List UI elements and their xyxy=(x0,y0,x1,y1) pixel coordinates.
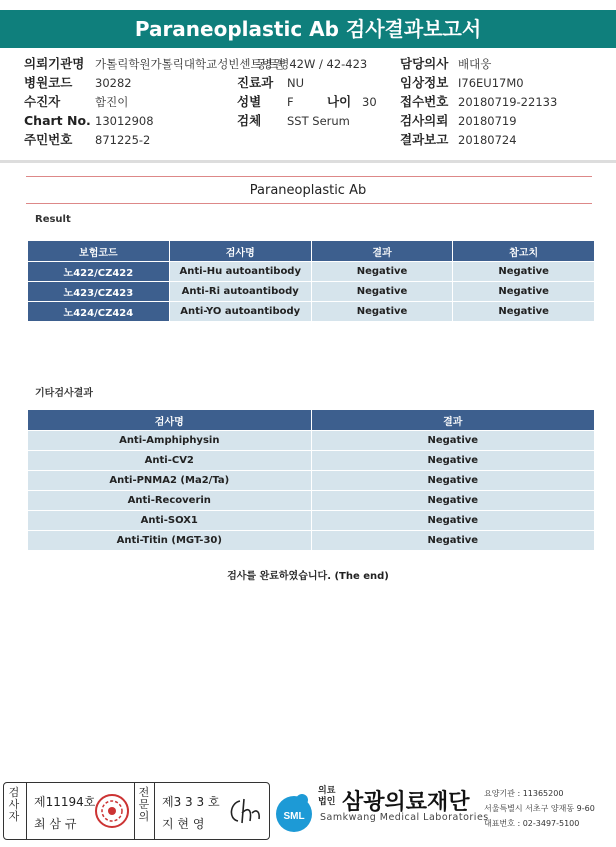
test-result: Negative xyxy=(311,302,453,322)
column-header: 검사명 xyxy=(169,241,311,262)
label-hospital-code: 병원코드 xyxy=(24,75,73,90)
end-note: 검사를 완료하였습니다. (The end) xyxy=(227,571,389,582)
result-label: Result xyxy=(35,214,71,225)
box-divider xyxy=(134,783,135,839)
table-row xyxy=(28,471,595,491)
column-header: 보험코드 xyxy=(28,241,170,262)
test-name: Anti-Amphiphysin xyxy=(28,431,312,451)
label-chart-no: Chart No. xyxy=(24,113,91,128)
reference-value: Negative xyxy=(453,262,595,282)
tester-name: 최 삼 규 xyxy=(34,817,77,831)
value-id-no: 871225-2 xyxy=(95,133,151,147)
label-doctor: 담당의사 xyxy=(400,56,449,71)
institution-code: 요양기관 : 11365200 xyxy=(484,789,564,798)
label-department: 진료과 xyxy=(237,75,274,90)
test-result: Negative xyxy=(311,531,594,551)
brand-corporate-label: 의료법인 xyxy=(318,786,336,807)
phone: 대표번호 : 02-3497-5100 xyxy=(484,819,580,828)
value-age: 30 xyxy=(362,95,377,109)
value-specimen: SST Serum xyxy=(287,114,350,128)
value-receipt-no: 20180719-22133 xyxy=(458,95,558,109)
logo-text: SML xyxy=(283,811,305,822)
table-header-row xyxy=(28,410,595,431)
column-header: 결과 xyxy=(311,241,453,262)
label-request-date: 검사의뢰 xyxy=(400,113,449,128)
test-result: Negative xyxy=(311,282,453,302)
specialist-name: 지 현 영 xyxy=(162,817,205,831)
tester-license: 제11194호 xyxy=(34,795,96,809)
label-sex: 성별 xyxy=(237,94,262,109)
label-patient: 수진자 xyxy=(24,94,61,109)
table-row xyxy=(28,262,595,282)
reference-value: Negative xyxy=(453,302,595,322)
table-row xyxy=(28,302,595,322)
signature-box xyxy=(3,782,270,840)
test-name: Anti-CV2 xyxy=(28,451,312,471)
test-result: Negative xyxy=(311,431,594,451)
box-divider xyxy=(154,783,155,839)
value-report-date: 20180724 xyxy=(458,133,517,147)
value-ward: 동트병42W / 42-423 xyxy=(256,57,368,71)
table-row xyxy=(28,511,595,531)
insurance-code: 노422/CZ422 xyxy=(28,262,170,282)
table-row xyxy=(28,531,595,551)
table-row xyxy=(28,451,595,471)
insurance-code: 노424/CZ424 xyxy=(28,302,170,322)
test-result: Negative xyxy=(311,511,594,531)
label-age: 나이 xyxy=(327,94,352,109)
value-institution: 가톨릭학원가톨릭대학교성빈센트병원 xyxy=(95,57,284,71)
divider-top xyxy=(26,176,592,177)
test-name: Anti-Hu autoantibody xyxy=(169,262,311,282)
test-name: Anti-SOX1 xyxy=(28,511,312,531)
label-id-no: 주민번호 xyxy=(24,132,73,147)
label-institution: 의뢰기관명 xyxy=(24,56,85,71)
column-header: 결과 xyxy=(311,410,594,431)
label-receipt-no: 접수번호 xyxy=(400,94,449,109)
brand-name: 삼광의료재단 xyxy=(342,790,470,815)
label-report-date: 결과보고 xyxy=(400,132,449,147)
other-results-table xyxy=(27,409,595,551)
value-patient: 함진이 xyxy=(95,95,129,109)
label-clinical-info: 임상정보 xyxy=(400,75,449,90)
insurance-code: 노423/CZ423 xyxy=(28,282,170,302)
info-row-5 xyxy=(0,131,616,149)
value-hospital-code: 30282 xyxy=(95,76,132,90)
test-name: Anti-PNMA2 (Ma2/Ta) xyxy=(28,471,312,491)
test-result: Negative xyxy=(311,262,453,282)
other-results-label: 기타검사결과 xyxy=(35,388,93,399)
box-divider xyxy=(26,783,27,839)
test-name: Anti-Recoverin xyxy=(28,491,312,511)
divider-bottom xyxy=(26,203,592,204)
reference-value: Negative xyxy=(453,282,595,302)
info-row-4 xyxy=(0,112,616,130)
signature-icon xyxy=(226,795,264,827)
value-clinical-info: I76EU17M0 xyxy=(458,76,524,90)
table-row xyxy=(28,491,595,511)
test-result: Negative xyxy=(311,471,594,491)
value-doctor: 배대웅 xyxy=(458,57,492,71)
info-row-2 xyxy=(0,74,616,92)
test-name: Anti-Titin (MGT-30) xyxy=(28,531,312,551)
table-row xyxy=(28,431,595,451)
value-request-date: 20180719 xyxy=(458,114,517,128)
result-table xyxy=(27,240,595,322)
specialist-license: 제3 3 3 호 xyxy=(162,795,220,809)
tester-label: 검사자 xyxy=(8,786,20,823)
table-header-row xyxy=(28,241,595,262)
address: 서울특별시 서초구 양재동 9-60 xyxy=(484,804,595,813)
test-name: Anti-Ri autoantibody xyxy=(169,282,311,302)
column-header: 참고치 xyxy=(453,241,595,262)
test-result: Negative xyxy=(311,451,594,471)
seal-stamp-icon xyxy=(94,793,130,829)
info-row-1 xyxy=(0,55,616,73)
specialist-label: 전문의 xyxy=(138,786,150,823)
sml-logo-icon xyxy=(272,790,316,834)
report-title: Paraneoplastic Ab 검사결과보고서 xyxy=(0,10,616,48)
divider xyxy=(0,160,616,163)
table-row xyxy=(28,282,595,302)
value-chart-no: 13012908 xyxy=(95,114,154,128)
brand-english: Samkwang Medical Laboratories xyxy=(320,812,489,823)
column-header: 검사명 xyxy=(28,410,312,431)
test-result: Negative xyxy=(311,491,594,511)
section-title: Paraneoplastic Ab xyxy=(249,183,367,198)
test-name: Anti-YO autoantibody xyxy=(169,302,311,322)
info-row-3 xyxy=(0,93,616,111)
label-specimen: 검체 xyxy=(237,113,262,128)
value-sex: F xyxy=(287,95,294,109)
value-department: NU xyxy=(287,76,305,90)
